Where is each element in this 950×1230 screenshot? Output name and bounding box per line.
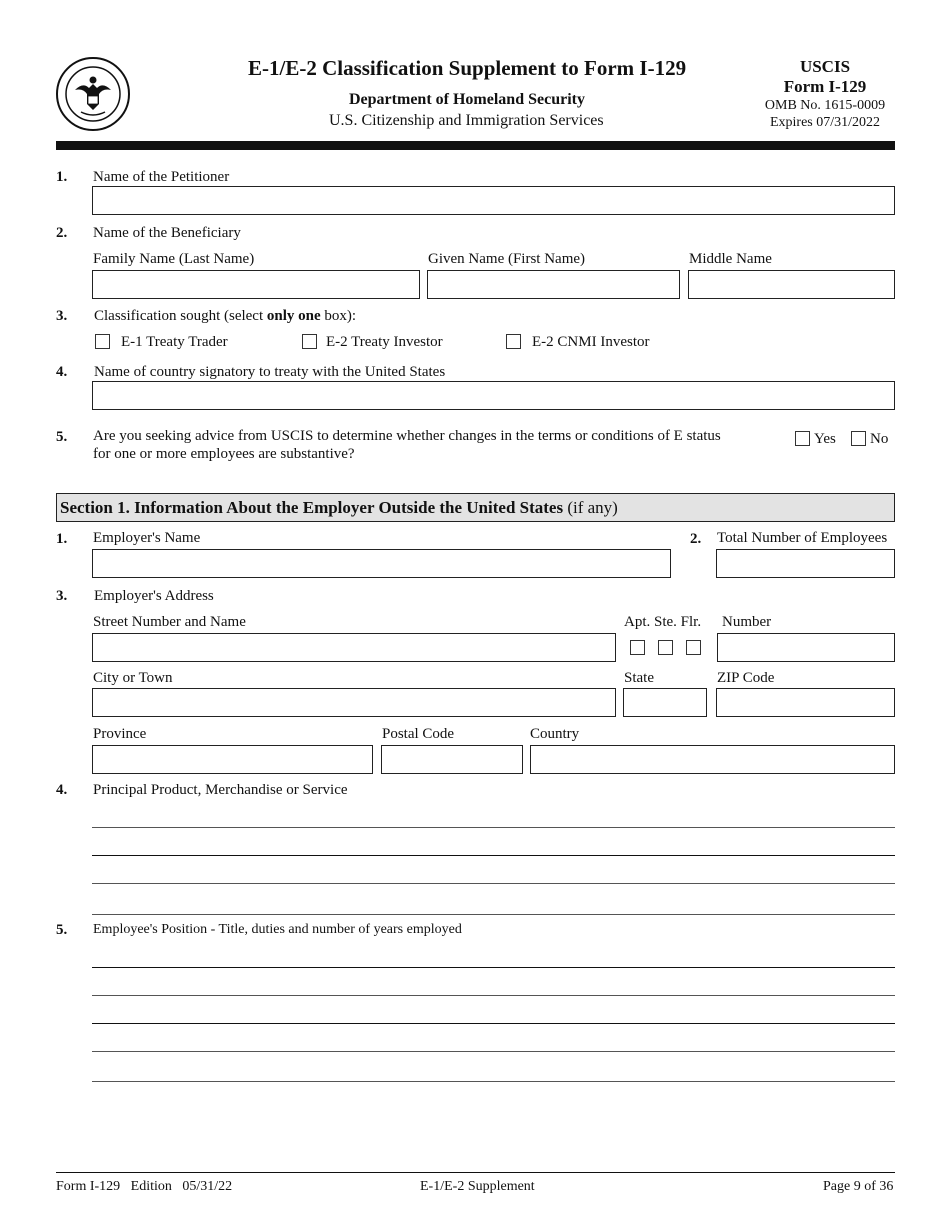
country-label: Country — [530, 726, 580, 742]
dhs-seal — [55, 56, 131, 132]
country-field[interactable] — [530, 745, 895, 774]
state-field[interactable] — [623, 688, 707, 717]
given-name-label: Given Name (First Name) — [428, 251, 586, 267]
q3-number: 3. — [56, 308, 68, 324]
flr-checkbox[interactable] — [686, 640, 701, 655]
principal-product-line-1[interactable] — [92, 827, 895, 828]
s1-q3-number: 3. — [56, 588, 68, 604]
middle-name-field[interactable] — [688, 270, 895, 299]
apt-number-label: Number — [722, 614, 772, 630]
e1-treaty-trader-label: E-1 Treaty Trader — [121, 334, 228, 350]
s1-q4-number: 4. — [56, 782, 68, 798]
agency-name: U.S. Citizenship and Immigration Services — [329, 112, 604, 129]
q4-number: 4. — [56, 364, 68, 380]
form-id-block — [755, 57, 895, 131]
state-label: State — [624, 670, 654, 686]
q1-number: 1. — [56, 169, 68, 185]
form-number: Form I-129 — [783, 77, 867, 96]
street-label: Street Number and Name — [93, 614, 246, 630]
q5-label-line1: Are you seeking advice from USCIS to determine whether changes in the terms or conditions of E status — [93, 428, 721, 444]
q3-label-post: box): — [320, 308, 357, 324]
street-field[interactable] — [92, 633, 616, 662]
header-rule — [56, 141, 895, 150]
q5-label-line2: for one or more employees are substantive? — [93, 446, 355, 462]
section-1-title: Section 1. Information About the Employer Outside the United States — [60, 498, 564, 517]
q5-yes-checkbox[interactable] — [795, 431, 810, 446]
province-field[interactable] — [92, 745, 373, 774]
omb-number: OMB No. 1615-0009 — [764, 98, 886, 113]
q2-number: 2. — [56, 225, 68, 241]
employer-name-label: Employer's Name — [93, 530, 201, 546]
employee-position-line-4[interactable] — [92, 1051, 895, 1052]
apt-number-field[interactable] — [717, 633, 895, 662]
footer-page-number: Page 9 of 36 — [823, 1179, 894, 1194]
section-1-header — [56, 493, 895, 522]
given-name-field[interactable] — [427, 270, 680, 299]
employee-position-line-2[interactable] — [92, 995, 895, 996]
zip-field[interactable] — [716, 688, 895, 717]
department-name: Department of Homeland Security — [349, 91, 585, 108]
q5-no-label: No — [870, 431, 889, 447]
treaty-country-field[interactable] — [92, 381, 895, 410]
principal-product-line-2[interactable] — [92, 855, 895, 856]
form-title: E-1/E-2 Classification Supplement to Form I-129 — [248, 56, 687, 80]
agency-short: USCIS — [799, 57, 851, 76]
e1-treaty-trader-checkbox[interactable] — [95, 334, 110, 349]
petitioner-name-field[interactable] — [92, 186, 895, 215]
s1-q5-number: 5. — [56, 922, 68, 938]
apt-checkbox[interactable] — [630, 640, 645, 655]
principal-product-line-4[interactable] — [92, 914, 895, 915]
q5-yes-label: Yes — [814, 431, 836, 447]
footer-form-edition: Form I-129 Edition 05/31/22 — [56, 1179, 233, 1194]
postal-code-field[interactable] — [381, 745, 523, 774]
footer-rule — [56, 1172, 895, 1173]
q4-label: Name of country signatory to treaty with the United States — [94, 364, 446, 380]
s1-q1-number: 1. — [56, 531, 68, 547]
e2-cnmi-investor-label: E-2 CNMI Investor — [532, 334, 650, 350]
s1-q2-number: 2. — [690, 531, 702, 547]
total-employees-field[interactable] — [716, 549, 895, 578]
zip-label: ZIP Code — [717, 670, 775, 686]
e2-treaty-investor-label: E-2 Treaty Investor — [326, 334, 443, 350]
province-label: Province — [93, 726, 147, 742]
postal-code-label: Postal Code — [382, 726, 455, 742]
q2-label: Name of the Beneficiary — [93, 225, 241, 241]
principal-product-line-3[interactable] — [92, 883, 895, 884]
e2-cnmi-investor-checkbox[interactable] — [506, 334, 521, 349]
employee-position-line-3[interactable] — [92, 1023, 895, 1024]
expiration-date: Expires 07/31/2022 — [769, 115, 881, 130]
employee-position-line-1[interactable] — [92, 967, 895, 968]
apt-ste-flr-label: Apt. Ste. Flr. — [624, 614, 702, 630]
q5-no-checkbox[interactable] — [851, 431, 866, 446]
middle-name-label: Middle Name — [689, 251, 772, 267]
city-field[interactable] — [92, 688, 616, 717]
family-name-field[interactable] — [92, 270, 420, 299]
employee-position-line-5[interactable] — [92, 1081, 895, 1082]
employer-name-field[interactable] — [92, 549, 671, 578]
city-label: City or Town — [93, 670, 173, 686]
principal-product-label: Principal Product, Merchandise or Service — [93, 782, 348, 798]
section-1-title-suffix: (if any) — [563, 498, 618, 517]
q1-label: Name of the Petitioner — [93, 169, 230, 185]
family-name-label: Family Name (Last Name) — [93, 251, 255, 267]
q3-label-pre: Classification sought (select — [94, 308, 267, 324]
e2-treaty-investor-checkbox[interactable] — [302, 334, 317, 349]
q5-number: 5. — [56, 429, 68, 445]
total-employees-label: Total Number of Employees — [717, 530, 888, 546]
footer-supplement-name: E-1/E-2 Supplement — [420, 1179, 535, 1194]
q3-label — [94, 307, 356, 325]
dhs-seal-graphic — [55, 56, 131, 132]
ste-checkbox[interactable] — [658, 640, 673, 655]
employer-address-label: Employer's Address — [94, 588, 214, 604]
q3-label-bold: only one — [266, 308, 321, 324]
employee-position-label: Employee's Position - Title, duties and number of years employed — [93, 922, 462, 937]
